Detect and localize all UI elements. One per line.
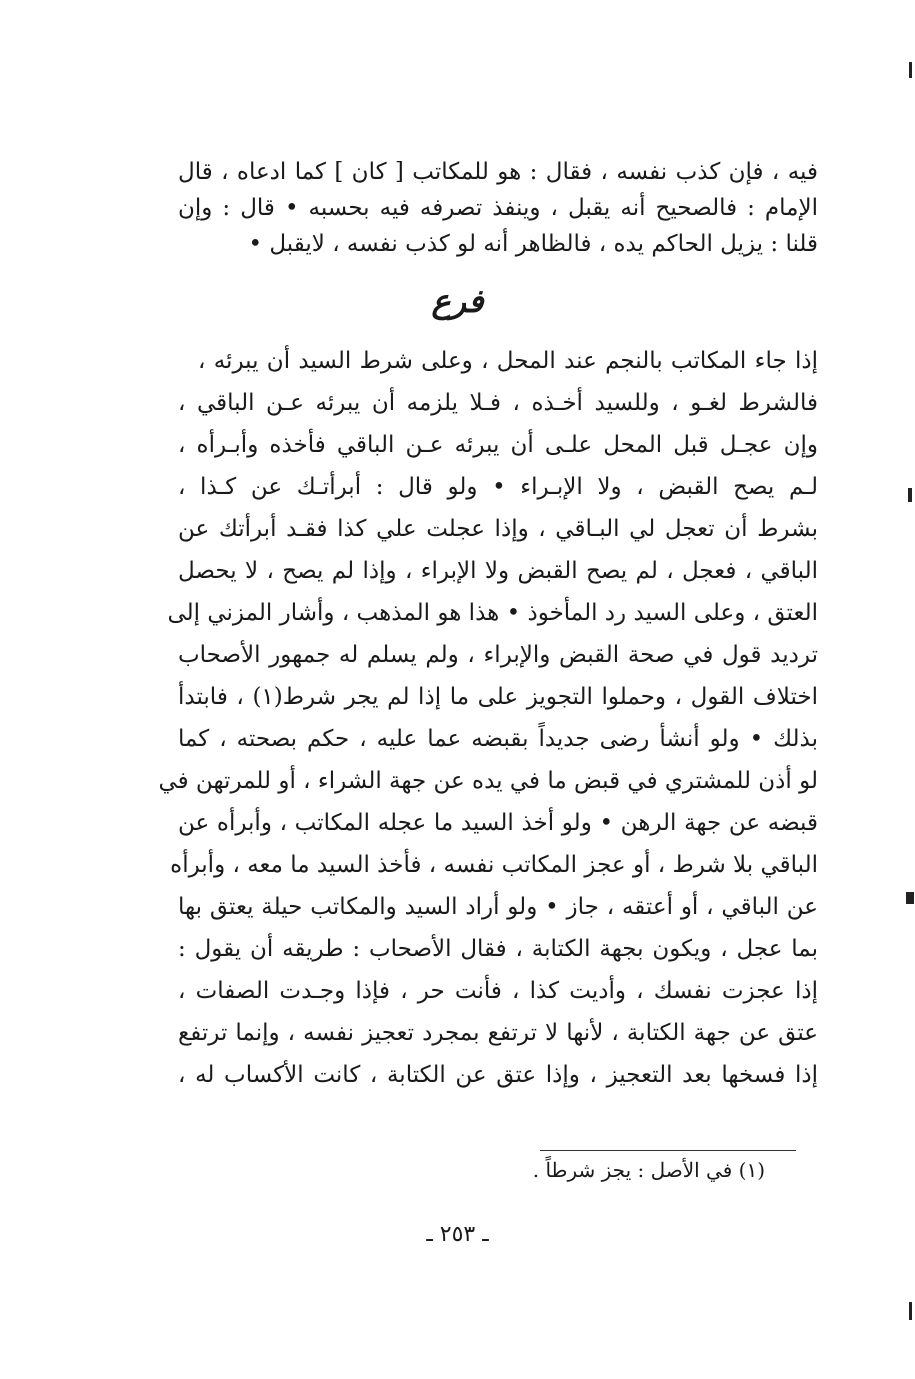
footnote-divider <box>540 1150 796 1151</box>
text-line: لو أذن للمشتري في قبض ما في يده عن جهة الشراء ، أو للمرتهن في <box>158 768 818 794</box>
scan-edge-mark <box>906 892 914 904</box>
text-line: فيه ، فإن كذب نفسه ، فقال : هو للمكاتب [ كان ] كما ادعاه ، قال <box>178 159 818 185</box>
scan-edge-mark <box>908 488 912 502</box>
text-line: ترديد قول في صحة القبض والإبراء ، ولم يسلم له جمهور الأصحاب <box>178 642 818 668</box>
scan-edge-mark <box>909 1302 912 1320</box>
text-line: إذا عجزت نفسك ، وأديت كذا ، فأنت حر ، فإذا وجـدت الصفات ، <box>178 978 818 1004</box>
text-line: عتق عن جهة الكتابة ، لأنها لا ترتفع بمجرد تعجيز نفسه ، وإنما ترتفع <box>178 1020 818 1046</box>
text-line: اختلاف القول ، وحملوا التجويز على ما إذا لم يجر شرط(١) ، فابتدأ <box>178 684 818 710</box>
text-line: إذا فسخها بعد التعجيز ، وإذا عتق عن الكتابة ، كانت الأكساب له ، <box>178 1062 818 1088</box>
page-number: ـ ٢٥٣ ـ <box>426 1222 489 1247</box>
text-line: إذا جاء المكاتب بالنجم عند المحل ، وعلى شرط السيد أن يبرئه ، <box>198 348 818 374</box>
text-line: العتق ، وعلى السيد رد المأخوذ • هذا هو المذهب ، وأشار المزني إلى <box>167 600 818 626</box>
section-heading: فرع <box>431 282 484 320</box>
text-line: بذلك • ولو أنشأ رضى جديداً بقبضه عما عليه ، حكم بصحته ، كما <box>178 726 818 752</box>
text-line: عن الباقي ، أو أعتقه ، جاز • ولو أراد السيد والمكاتب حيلة يعتق بها <box>178 894 818 920</box>
paragraph-main <box>158 343 818 1123</box>
text-line: لـم يصح القبض ، ولا الإبـراء • ولو قال : أبرأتـك عن كـذا ، <box>178 474 818 500</box>
text-line: فالشرط لغـو ، وللسيد أخـذه ، فـلا يلزمه أن يبرئه عـن الباقي ، <box>178 390 818 416</box>
text-line: الباقي بلا شرط ، أو عجز المكاتب نفسه ، فأخذ السيد ما معه ، وأبرأه <box>170 852 818 878</box>
text-line: قلنا : يزيل الحاكم يده ، فالظاهر أنه لو كذب نفسه ، لايقبل • <box>248 231 818 257</box>
text-line: قبضه عن جهة الرهن • ولو أخذ السيد ما عجله المكاتب ، وأبرأه عن <box>178 810 818 836</box>
text-line: الإمام : فالصحيح أنه يقبل ، وينفذ تصرفه فيه بحسبه • قال : وإن <box>178 195 818 221</box>
text-line: بما عجل ، ويكون بجهة الكتابة ، فقال الأصحاب : طريقه أن يقول : <box>178 936 818 962</box>
text-line: بشرط أن تعجل لي البـاقي ، وإذا عجلت علي كذا فقـد أبرأتك عن <box>178 516 818 542</box>
footnote: (١) في الأصل : يجز شرطاً . <box>532 1158 765 1182</box>
scan-edge-mark <box>909 62 912 78</box>
paragraph-intro <box>178 154 818 264</box>
text-line: وإن عجـل قبل المحل علـى أن يبرئه عـن الباقي فأخذه وأبـرأه ، <box>178 432 818 458</box>
text-line: الباقي ، فعجل ، لم يصح القبض ولا الإبراء ، وإذا لم يصح ، لا يحصل <box>178 558 818 584</box>
